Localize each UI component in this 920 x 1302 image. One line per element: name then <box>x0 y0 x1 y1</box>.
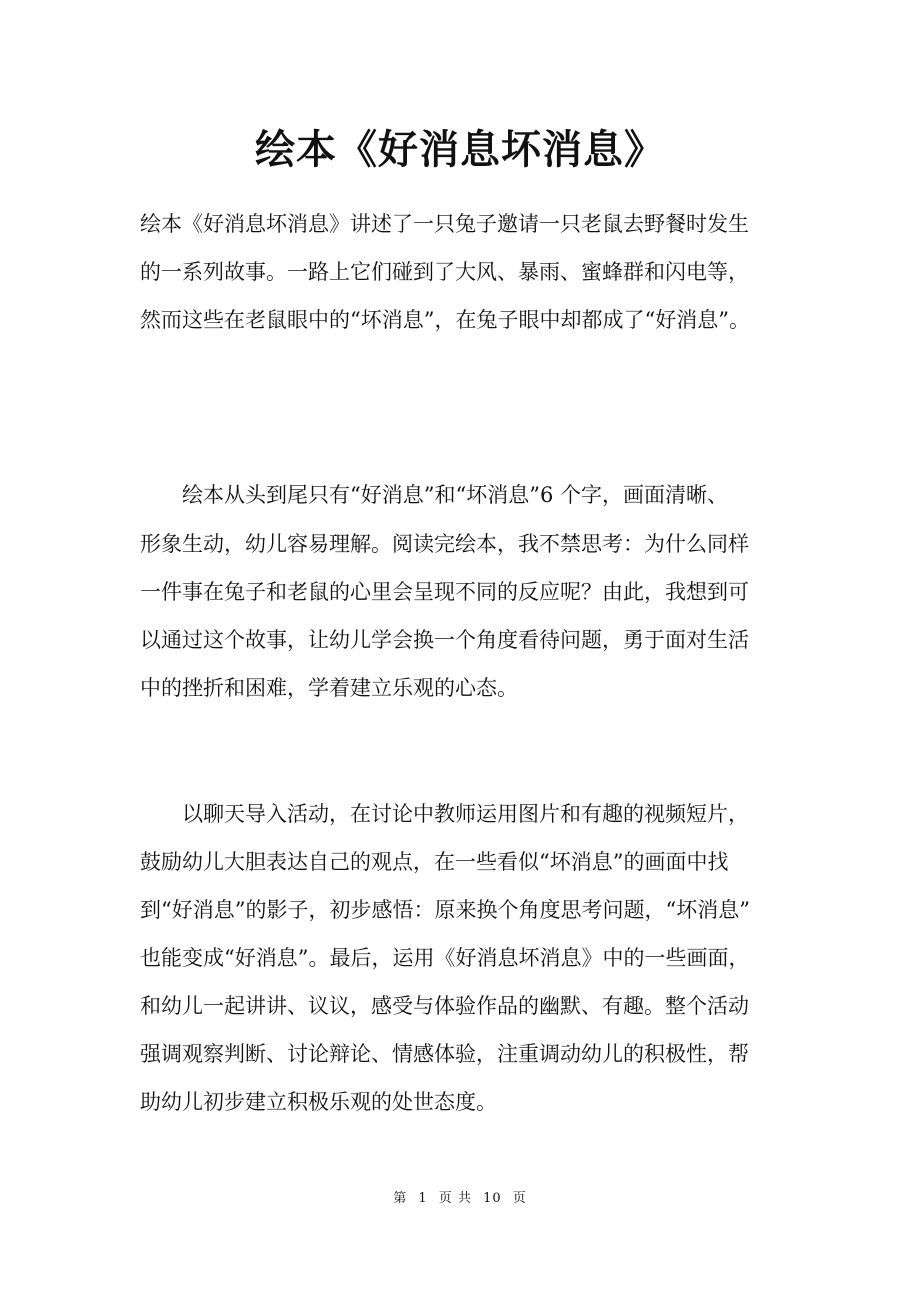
paragraph-3-line-5: 和幼儿一起讲讲、议议，感受与体验作品的幽默、有趣。整个活动 <box>140 994 749 1018</box>
paragraph-3-line-7: 助幼儿初步建立积极乐观的处世态度。 <box>140 1090 497 1114</box>
paragraph-3-line-1: 以聊天导入活动，在讨论中教师运用图片和有趣的视频短片， <box>182 802 749 826</box>
paragraph-2-line-1: 绘本从头到尾只有“好消息”和“坏消息”6 个字，画面清晰、 <box>182 483 728 507</box>
paragraph-3-line-3: 到“好消息”的影子，初步感悟：原来换个角度思考问题，“坏消息” <box>140 898 750 922</box>
paragraph-3-line-4: 也能变成“好消息”。最后，运用《好消息坏消息》中的一些画面， <box>140 946 750 970</box>
paragraph-2-line-5: 中的挫折和困难，学着建立乐观的心态。 <box>140 676 518 700</box>
footer-suffix: 页 <box>512 1191 527 1206</box>
page-title: 绘本《好消息坏消息》 <box>255 126 665 173</box>
paragraph-1-line-2: 的一系列故事。一路上它们碰到了大风、暴雨、蜜蜂群和闪电等， <box>140 260 749 284</box>
paragraph-2-line-2: 形象生动，幼儿容易理解。阅读完绘本，我不禁思考：为什么同样 <box>140 532 749 556</box>
paragraph-3-line-2: 鼓励幼儿大胆表达自己的观点，在一些看似“坏消息”的画面中找 <box>140 850 729 874</box>
page-footer <box>0 1190 920 1208</box>
paragraph-3-line-6: 强调观察判断、讨论辩论、情感体验，注重调动幼儿的积极性，帮 <box>140 1042 749 1066</box>
footer-prefix: 第 <box>393 1191 408 1206</box>
footer-page-number: 1 <box>418 1191 428 1206</box>
footer-middle: 页 共 <box>438 1191 472 1206</box>
paragraph-1-line-3: 然而这些在老鼠眼中的“坏消息”，在兔子眼中却都成了“好消息”。 <box>140 308 750 332</box>
paragraph-2-line-4: 以通过这个故事，让幼儿学会换一个角度看待问题，勇于面对生活 <box>140 628 749 652</box>
paragraph-1-line-1: 绘本《好消息坏消息》讲述了一只兔子邀请一只老鼠去野餐时发生 <box>140 212 749 236</box>
footer-total-pages: 10 <box>483 1191 502 1206</box>
paragraph-2-line-3: 一件事在兔子和老鼠的心里会呈现不同的反应呢？由此，我想到可 <box>140 580 749 604</box>
